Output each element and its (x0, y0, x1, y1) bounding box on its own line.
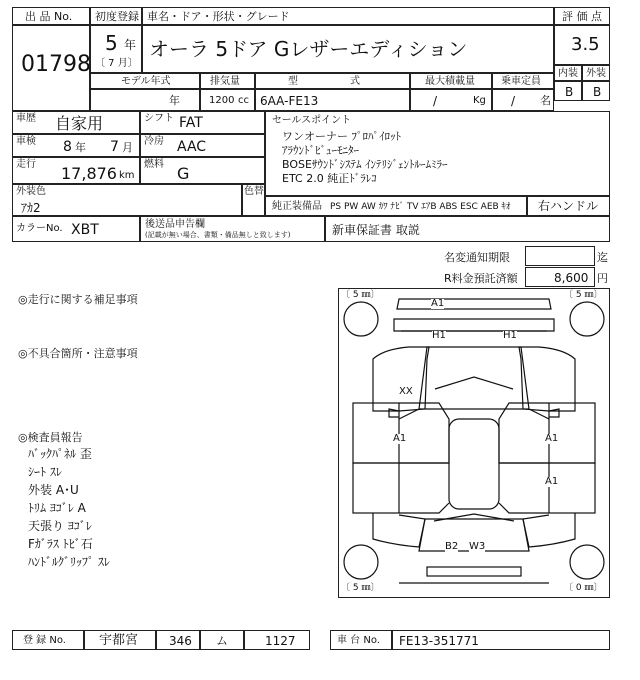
capacity-unit: 名 (540, 94, 551, 107)
sales-point-3: BOSEｻｳﾝﾄﾞｼｽﾃﾑ ｲﾝﾃﾘｼﾞｪﾝﾄﾙｰﾑﾐﾗｰ (282, 158, 448, 171)
ext-color-label: 外装色 (16, 186, 46, 197)
color-no-label: カラーNo. (16, 223, 63, 234)
displacement-value: 1200 (209, 95, 235, 106)
reg-year: 5 (105, 31, 118, 55)
tire-rear-left: 〔 5 ㎜〕 (341, 583, 380, 593)
equipment-value: PS PW AW ｶﾜ ﾅﾋﾞ TV ｴｱB ABS ESC AEB ｷｵ (330, 202, 511, 212)
equipment-label: 純正装備品 (272, 201, 322, 212)
inspection-month-unit: 月 (122, 141, 133, 154)
grade-value: 3.5 (571, 34, 600, 55)
chassis-no-box (392, 630, 610, 650)
grade-label: 評 価 点 (562, 10, 602, 23)
recycle-label: R料金預託済額 (444, 272, 518, 285)
driving-remarks-label: ◎走行に関する補足事項 (18, 293, 138, 306)
reg-month: 〔 7 月〕 (95, 58, 138, 69)
first-reg-label: 初度登録 (95, 10, 139, 23)
color-change-label: 色替 (244, 186, 264, 197)
inspection-label: 車検 (16, 136, 36, 147)
color-no-box (12, 216, 140, 242)
displacement-label: 排気量 (210, 76, 240, 87)
address-change-label: 名変通知期限 (444, 251, 510, 264)
warranty-value: 新車保証書 取説 (332, 223, 420, 237)
interior-label: 内装 (558, 68, 578, 79)
mark-hood-right: H1 (503, 330, 517, 341)
model-label: 車名・ドア・形状・グレード (147, 10, 290, 23)
displacement-box (200, 89, 255, 111)
rear-docs-note: (記載が無い場合、書類・備品無しと致します) (145, 231, 291, 239)
rear-docs-label: 後送品申告欄 (145, 219, 205, 230)
model-year-label: モデル年式 (121, 76, 171, 87)
car-name-box (142, 25, 554, 73)
inspector-item-4: ﾄﾘﾑ ﾖｺﾞﾚ A (28, 501, 86, 515)
reg-no-label-box (12, 630, 84, 650)
capacity-label-box (492, 73, 554, 89)
inspector-item-5: 天張り ﾖｺﾞﾚ (28, 519, 92, 533)
load-box (410, 89, 492, 111)
mark-front-door-right: A1 (545, 433, 559, 444)
color-no-value: XBT (71, 222, 99, 238)
recycle-unit: 円 (597, 272, 608, 285)
grade-box (554, 25, 610, 65)
lot-label: 出 品 No. (25, 10, 73, 23)
history-box (12, 111, 140, 134)
mileage-box (12, 157, 140, 184)
equipment-box (265, 196, 527, 216)
defects-label: ◎不具合箇所・注意事項 (18, 347, 138, 360)
exterior-grade: B (593, 85, 602, 99)
reg-kana: ム (216, 634, 229, 648)
sales-point-1: ワンオーナー ﾌﾟﾛﾊﾟｲﾛｯﾄ (282, 130, 401, 143)
capacity-box (492, 89, 554, 111)
car-diagram (338, 288, 610, 598)
mark-rear-left: B2 (445, 541, 459, 552)
sales-points-box (265, 111, 610, 196)
lot-number-box (12, 25, 90, 111)
mark-front-door-left: A1 (393, 433, 407, 444)
reg-year-unit: 年 (124, 38, 137, 52)
displacement-unit: cc (238, 95, 249, 106)
inspector-item-2: ｼｰﾄ ｽﾚ (28, 465, 62, 479)
displacement-label-box (200, 73, 255, 89)
shift-value: FAT (179, 115, 203, 131)
interior-box (554, 81, 582, 101)
history-value: 自家用 (55, 114, 104, 133)
tire-front-right: 〔 5 ㎜〕 (564, 290, 603, 300)
ext-color-box (12, 184, 242, 216)
first-reg-box (90, 25, 142, 73)
mileage-unit: km (119, 170, 135, 181)
inspector-item-6: Fｶﾞﾗｽ ﾄﾋﾞ石 (28, 537, 93, 551)
ac-box (140, 134, 265, 157)
shift-box (140, 111, 265, 134)
fuel-box (140, 157, 265, 184)
rear-docs-box (140, 216, 325, 242)
fuel-label: 燃料 (144, 159, 164, 170)
type-label: 型 (288, 76, 298, 87)
mark-hood-left: H1 (432, 330, 446, 341)
lot-number: 01798 (21, 52, 91, 77)
inspection-month: 7 (110, 139, 119, 155)
type-label-box (255, 73, 410, 89)
address-change-unit: 迄 (597, 251, 608, 264)
reg-kana-box (200, 630, 244, 650)
interior-grade: B (565, 85, 574, 99)
chassis-label-box (330, 630, 392, 650)
sales-point-2: ｱﾗｳﾝﾄﾞﾋﾞｭｰﾓﾆﾀｰ (282, 144, 359, 157)
chassis-label: 車 台 No. (337, 635, 380, 646)
handle-box (527, 196, 610, 216)
tire-rear-right: 〔 0 ㎜〕 (564, 583, 603, 593)
reg-no-label: 登 録 No. (23, 635, 66, 646)
recycle-box (525, 267, 595, 287)
capacity-label: 乗車定員 (501, 76, 541, 87)
inspector-label: ◎検査員報告 (18, 431, 83, 444)
ac-value: AAC (177, 139, 207, 155)
type-label-2: 式 (350, 76, 360, 87)
inspector-item-3: 外装 A･U (28, 483, 79, 497)
load-unit: Kg (473, 95, 486, 106)
reg-number: 1127 (265, 634, 296, 648)
load-label-box (410, 73, 492, 89)
type-box (255, 89, 410, 111)
inspection-box (12, 134, 140, 157)
exterior-label-box (582, 65, 610, 81)
fuel-value: G (177, 164, 190, 183)
ext-color-value: ｱｶ2 (21, 201, 41, 215)
exterior-label: 外装 (586, 68, 606, 79)
mark-windshield: XX (399, 386, 413, 397)
interior-label-box (554, 65, 582, 81)
shift-label: シフト (144, 113, 174, 124)
address-change-box (525, 246, 595, 266)
color-change-box (242, 184, 265, 216)
inspection-year: 8 (63, 139, 72, 155)
mark-rear-right: W3 (469, 541, 486, 552)
exterior-box (582, 81, 610, 101)
load-slash: / (433, 94, 438, 108)
inspection-year-unit: 年 (75, 141, 86, 154)
model-label-box (142, 7, 554, 25)
first-reg-label-box (90, 7, 142, 25)
chassis-no: FE13-351771 (399, 634, 479, 648)
mark-front-bumper: A1 (431, 298, 445, 309)
model-year-label-box (90, 73, 200, 89)
lot-label-box (12, 7, 90, 25)
type-value: 6AA-FE13 (260, 94, 319, 108)
reg-area-box (84, 630, 156, 650)
recycle-amount: 8,600 (554, 271, 589, 285)
reg-area: 宇都宮 (99, 633, 139, 648)
mark-rear-door-right: A1 (545, 476, 559, 487)
sales-point-4: ETC 2.0 純正ﾄﾞﾗﾚｺ (282, 172, 377, 185)
history-label: 車歴 (16, 113, 36, 124)
model-year-unit: 年 (169, 94, 180, 107)
mileage-label: 走行 (16, 159, 36, 170)
warranty-box (325, 216, 610, 242)
reg-class: 346 (169, 634, 192, 648)
model-year-box (90, 89, 200, 111)
reg-class-box (156, 630, 200, 650)
reg-number-box (244, 630, 310, 650)
sales-points-label: セールスポイント (272, 115, 352, 126)
load-label: 最大積載量 (425, 76, 475, 87)
tire-front-left: 〔 5 ㎜〕 (341, 290, 380, 300)
mileage-value: 17,876 (61, 164, 117, 183)
grade-label-box (554, 7, 610, 25)
ac-label: 冷房 (144, 136, 164, 147)
capacity-slash: / (511, 94, 516, 108)
inspector-item-1: ﾊﾞｯｸﾊﾟﾈﾙ 歪 (28, 447, 92, 461)
car-name: オーラ 5ドア Gレザーエディション (149, 37, 468, 61)
inspector-item-7: ﾊﾝﾄﾞﾙｸﾞﾘｯﾌﾟ ｽﾚ (28, 555, 110, 569)
handle-value: 右ハンドル (538, 199, 599, 213)
